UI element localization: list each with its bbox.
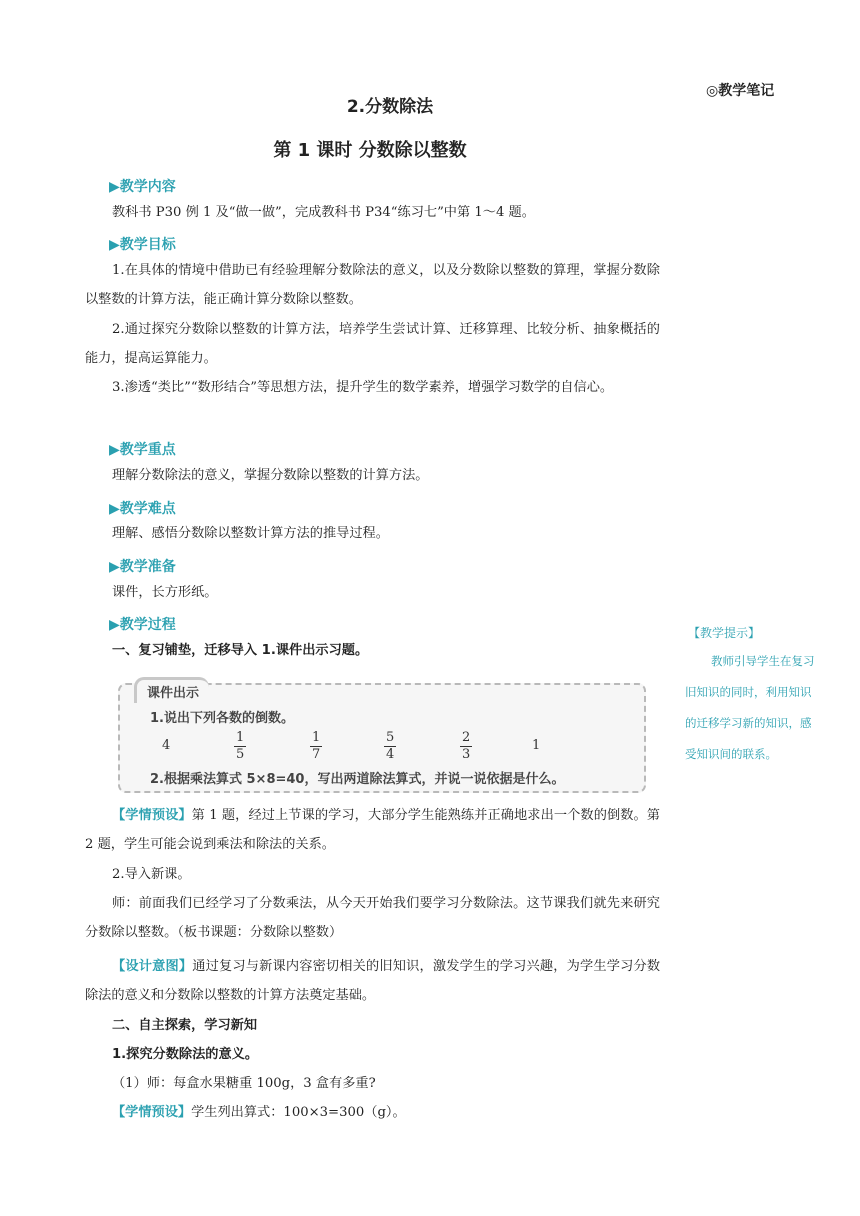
presume-text: 第 1 题，经过上节课的学习，大部分学生能熟练并正确地求出一个数的倒数。第 2 题，学生可能会说到乘法和除法的关系。 <box>85 808 660 852</box>
section-heading-prep: ▶教学准备 <box>109 559 176 575</box>
goal-item-3: 3.渗透“类比”“数形结合”等思想方法，提升学生的数学素养，增强学习数学的自信心。 <box>112 380 614 395</box>
prep-text: 课件，长方形纸。 <box>112 585 218 600</box>
denominator: 4 <box>386 747 395 762</box>
step2-title: 二、自主探索，学习新知 <box>112 1018 258 1033</box>
denominator: 5 <box>236 747 245 762</box>
numerator: 2 <box>462 730 471 745</box>
design-tag: 【设计意图】 <box>112 959 193 974</box>
question-1: （1）师：每盒水果糖重 100g，3 盒有多重? <box>112 1076 376 1091</box>
section-heading-process: ▶教学过程 <box>109 617 176 633</box>
reciprocal-numbers <box>162 730 582 764</box>
presume-2 <box>85 1099 660 1128</box>
design-text: 通过复习与新课内容密切相关的旧知识，激发学生的学习兴趣，为学生学习分数除法的意义和分数除以整数的计算方法奠定基础。 <box>85 959 661 1003</box>
difficulty-text: 理解、感悟分数除以整数计算方法的推导过程。 <box>112 526 389 541</box>
denominator: 3 <box>462 747 471 762</box>
presume-tag: 【学情预设】 <box>112 1105 192 1120</box>
numerator: 1 <box>236 730 245 745</box>
teaching-notes-label: ◎教学笔记 <box>706 83 775 99</box>
goal-item-1: 1.在具体的情境中借助已有经验理解分数除法的意义，以及分数除以整数的算理，掌握分数除以整数的计算方法，能正确计算分数除以整数。 <box>85 263 660 307</box>
presume-tag: 【学情预设】 <box>112 808 192 823</box>
intro-label: 2.导入新课。 <box>112 867 191 882</box>
unit-title: 2.分数除法 <box>346 97 434 117</box>
presume-1 <box>85 802 660 859</box>
design-intent <box>85 953 660 1010</box>
step1-title: 一、复习铺垫，迁移导入 1.课件出示习题。 <box>112 643 369 658</box>
lesson-title: 第 1 课时 分数除以整数 <box>273 140 467 161</box>
denominator: 7 <box>312 747 321 762</box>
side-tip-heading: 【教学提示】 <box>688 626 761 640</box>
section-heading-difficulty: ▶教学难点 <box>109 501 176 517</box>
section-heading-key: ▶教学重点 <box>109 442 176 458</box>
goal-item-2: 2.通过探究分数除以整数的计算方法，培养学生尝试计算、迁移算理、比较分析、抽象概括的能力，提高运算能力。 <box>85 322 660 366</box>
explore-title: 1.探究分数除法的意义。 <box>112 1047 259 1062</box>
content-text: 教科书 P30 例 1 及“做一做”，完成教科书 P34“练习七”中第 1～4 题。 <box>112 205 535 220</box>
fraction-two-thirds <box>460 730 472 763</box>
number-1: 1 <box>532 738 541 753</box>
presume-text: 学生列出算式：100×3=300（g）。 <box>191 1105 406 1120</box>
fraction-five-fourths <box>384 730 396 763</box>
courseware-tag: 课件出示 <box>134 677 209 703</box>
courseware-question-1: 1.说出下列各数的倒数。 <box>150 711 294 726</box>
numerator: 5 <box>386 730 395 745</box>
key-text: 理解分数除法的意义，掌握分数除以整数的计算方法。 <box>112 468 429 483</box>
fraction-one-fifth <box>234 730 246 763</box>
section-heading-content: ▶教学内容 <box>109 179 176 195</box>
fraction-one-seventh <box>310 730 322 763</box>
number-4: 4 <box>162 738 171 753</box>
numerator: 1 <box>312 730 321 745</box>
teacher-text: 师：前面我们已经学习了分数乘法，从今天开始我们要学习分数除法。这节课我们就先来研究分数除以整数。（板书课题：分数除以整数） <box>85 896 660 940</box>
side-tip-body: 教师引导学生在复习旧知识的同时，利用知识的迁移学习新的知识，感受知识间的联系。 <box>685 654 815 761</box>
courseware-question-2: 2.根据乘法算式 5×8=40，写出两道除法算式，并说一说依据是什么。 <box>150 772 565 787</box>
section-heading-goals: ▶教学目标 <box>109 237 176 253</box>
